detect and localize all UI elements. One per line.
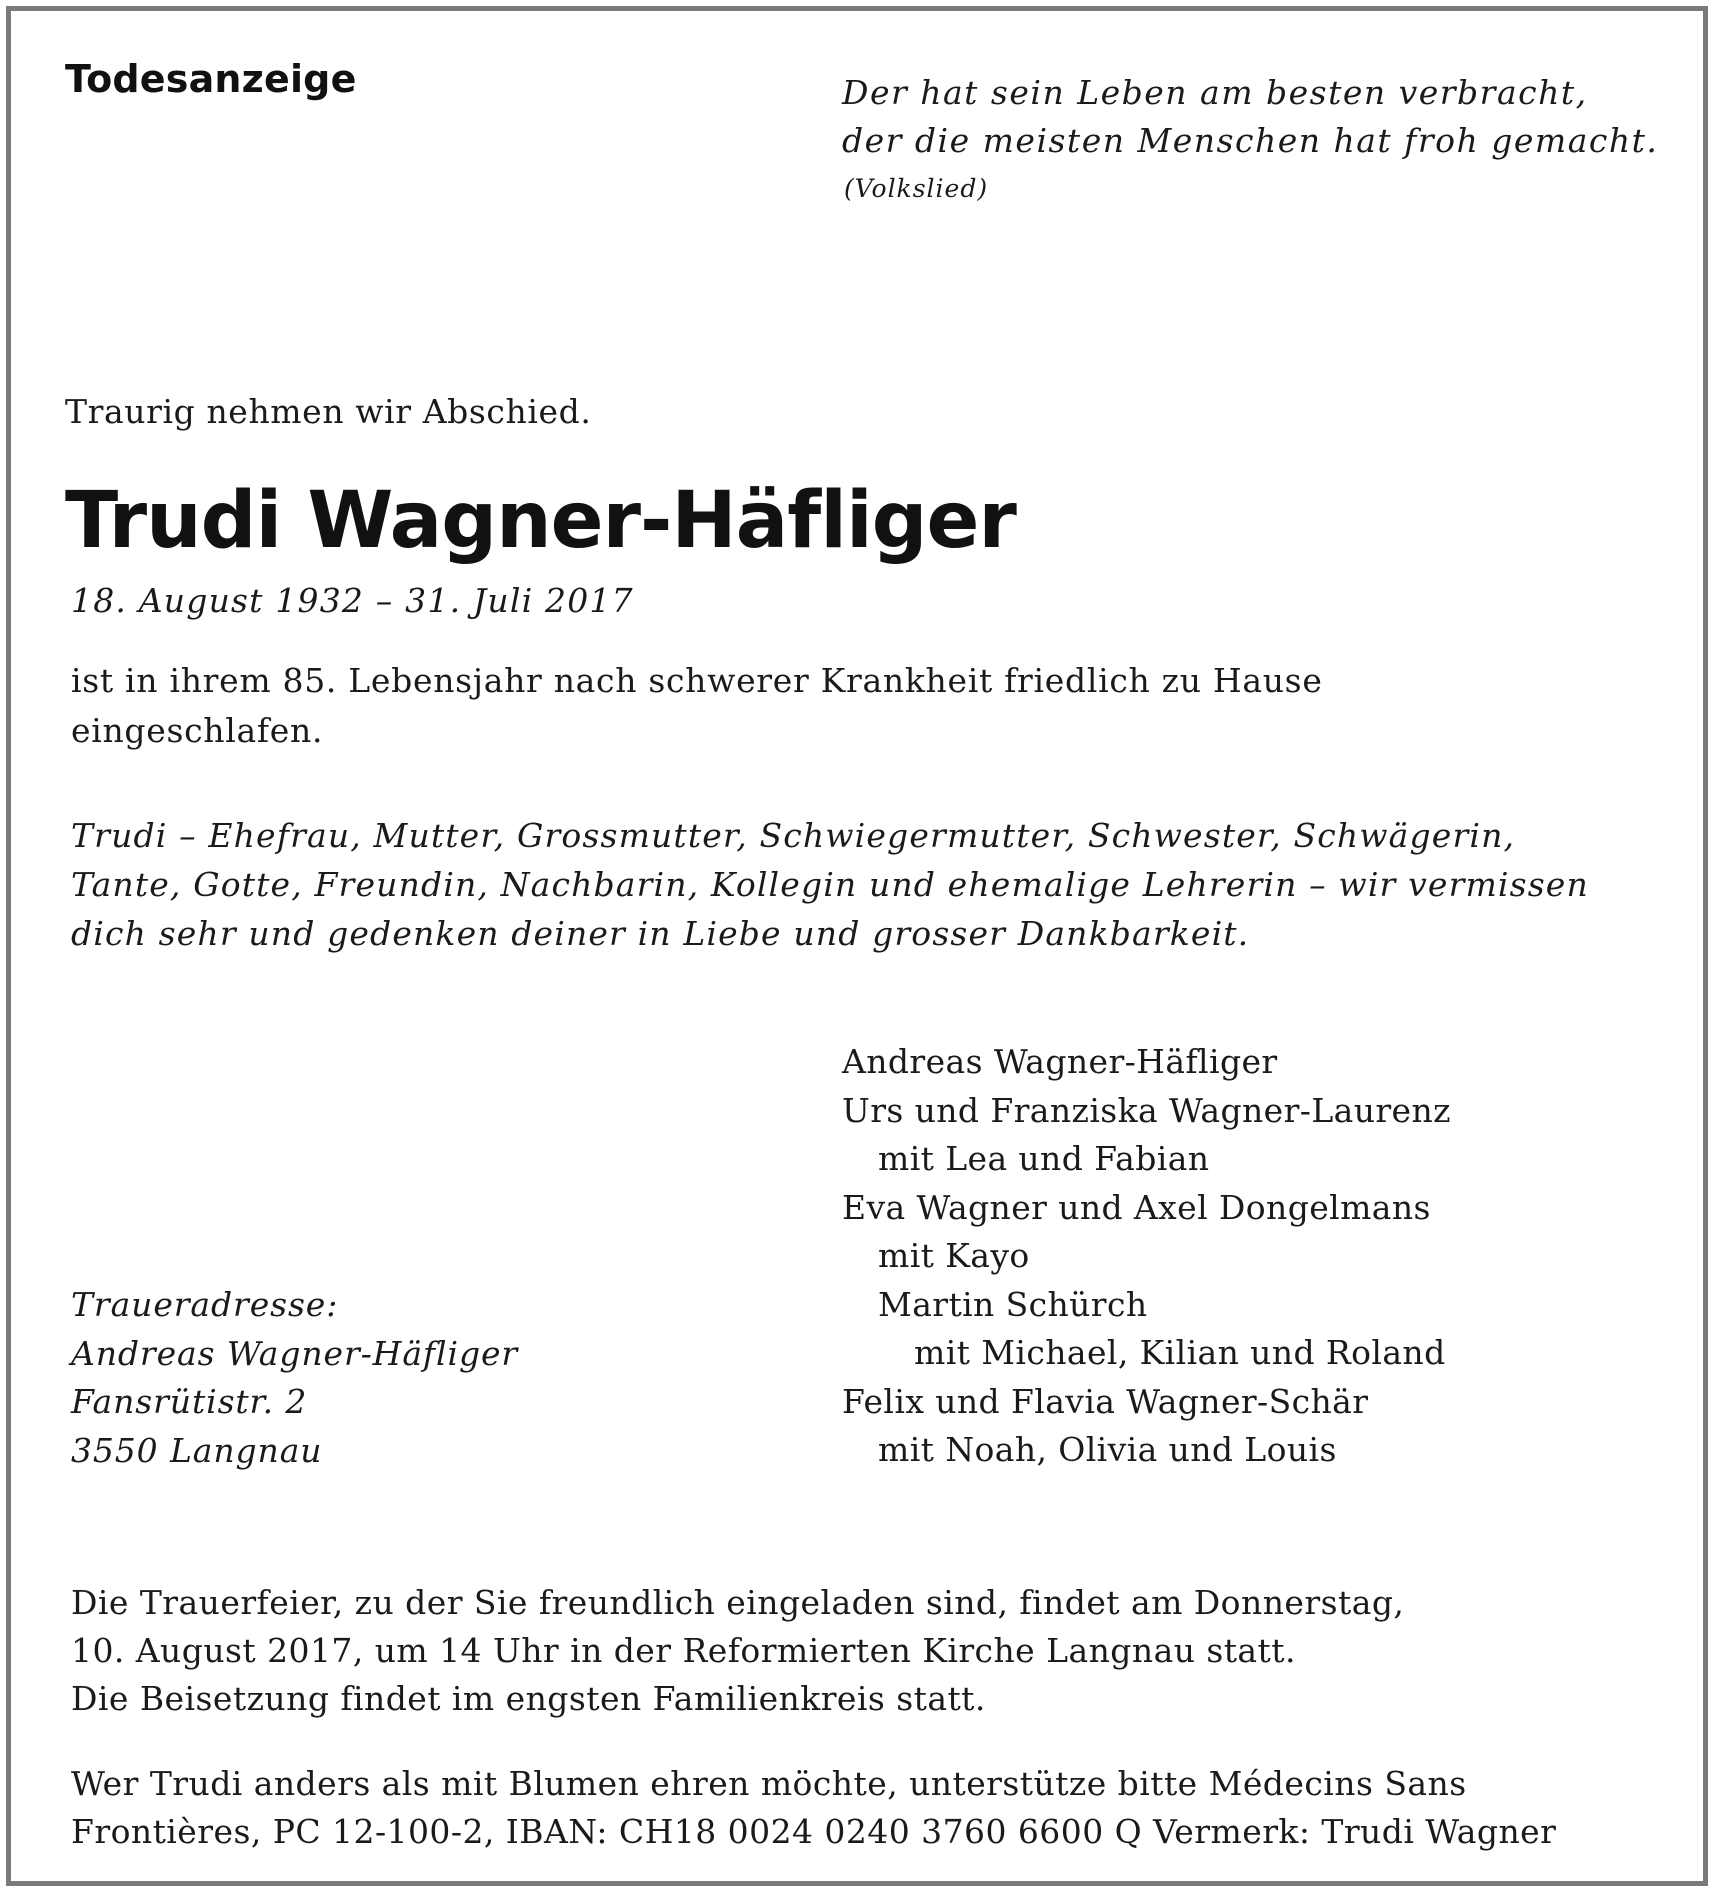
motto-source: (Volkslied) — [844, 174, 989, 203]
mourner-line: mit Noah, Olivia und Louis — [878, 1430, 1337, 1469]
lead-text: Traurig nehmen wir Abschied. — [65, 392, 592, 431]
mourner-line: Andreas Wagner-Häfliger — [842, 1042, 1278, 1081]
motto-quote — [842, 69, 1658, 165]
address-label: Traueradresse: — [71, 1285, 339, 1324]
address-street: Fansrütistr. 2 — [71, 1382, 308, 1421]
service-line-3: Die Beisetzung findet im engsten Familienkreis statt. — [71, 1679, 986, 1718]
donation-info — [71, 1760, 1556, 1856]
funeral-service-info — [71, 1579, 1404, 1723]
tribute-line-3: dich sehr und gedenken deiner in Liebe und grosser Dankbarkeit. — [71, 914, 1250, 953]
tribute-line-1: Trudi – Ehefrau, Mutter, Grossmutter, Schwiegermutter, Schwester, Schwägerin, — [71, 816, 1516, 855]
death-statement-line-2: eingeschlafen. — [71, 711, 324, 750]
death-statement-line-1: ist in ihrem 85. Lebensjahr nach schwerer Krankheit friedlich zu Hause — [71, 661, 1323, 700]
notice-type-heading: Todesanzeige — [65, 57, 357, 101]
address-city: 3550 Langnau — [71, 1430, 323, 1470]
deceased-name: Trudi Wagner-Häfliger — [65, 476, 1016, 566]
notice-frame — [6, 6, 1708, 1886]
death-statement — [71, 656, 1323, 756]
service-line-2: 10. August 2017, um 14 Uhr in der Reformierten Kirche Langnau statt. — [71, 1631, 1296, 1670]
donation-line-2: Frontières, PC 12-100-2, IBAN: CH18 0024 0240 3760 6600 Q Vermerk: Trudi Wagner — [71, 1812, 1557, 1851]
donation-line-1: Wer Trudi anders als mit Blumen ehren möchte, unterstütze bitte Médecins Sans — [71, 1764, 1467, 1803]
life-dates: 18. August 1932 – 31. Juli 2017 — [71, 581, 634, 620]
mourner-line: Martin Schürch — [878, 1284, 1148, 1324]
mourner-line: Eva Wagner und Axel Dongelmans — [842, 1187, 1431, 1227]
mourner-line: mit Michael, Kilian und Roland — [914, 1333, 1446, 1372]
tribute-text — [71, 811, 1589, 958]
motto-line-2: der die meisten Menschen hat froh gemacht. — [842, 121, 1659, 160]
tribute-line-2: Tante, Gotte, Freundin, Nachbarin, Kollegin und ehemalige Lehrerin – wir vermissen — [71, 865, 1589, 904]
mourning-address — [71, 1281, 518, 1475]
mourners-list — [842, 1038, 1451, 1475]
mourner-line: mit Lea und Fabian — [878, 1139, 1210, 1178]
mourner-line: mit Kayo — [878, 1236, 1030, 1275]
motto-line-1: Der hat sein Leben am besten verbracht, — [842, 73, 1588, 112]
service-line-1: Die Trauerfeier, zu der Sie freundlich eingeladen sind, findet am Donnerstag, — [71, 1583, 1405, 1622]
address-name: Andreas Wagner-Häfliger — [71, 1333, 519, 1373]
mourner-line: Felix und Flavia Wagner-Schär — [842, 1381, 1369, 1421]
mourner-line: Urs und Franziska Wagner-Laurenz — [842, 1090, 1451, 1130]
